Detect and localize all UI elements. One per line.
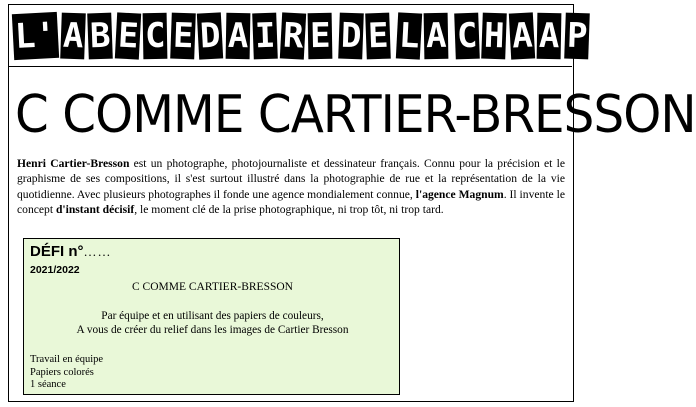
challenge-box <box>23 238 400 395</box>
challenge-meta-duration: 1 séance <box>30 379 66 391</box>
header-title <box>13 11 588 61</box>
intro-name: Henri Cartier-Bresson <box>17 157 130 170</box>
worksheet <box>8 4 696 402</box>
challenge-instructions <box>24 309 401 337</box>
challenge-instruction-line-1: Par équipe et en utilisant des papiers de couleurs, <box>101 310 324 322</box>
challenge-meta <box>30 354 103 392</box>
challenge-label: DÉFI n° <box>30 243 84 260</box>
header-title-letter: E <box>170 13 196 60</box>
header-title-letter: B <box>88 13 114 60</box>
header-title-letter: L' <box>12 12 59 60</box>
header-title-letter: C <box>454 13 480 60</box>
header-title-letter: A <box>424 13 449 59</box>
main-title: C COMME CARTIER-BRESSON <box>15 85 696 145</box>
header-title-letter: E <box>115 12 142 59</box>
challenge-year: 2021/2022 <box>30 264 80 276</box>
header-title-letter: E <box>365 13 391 60</box>
intro-concept: d'instant décisif <box>55 203 135 217</box>
header-title-letter: C <box>143 13 168 59</box>
header-title-letter: L <box>396 12 423 59</box>
header-title-letter: D <box>338 13 364 60</box>
header-title-letter: I <box>253 13 279 60</box>
intro-text-2: . Il invente le concept <box>17 187 565 217</box>
challenge-instruction-line-2: A vous de créer du relief dans les images de Cartier Bresson <box>76 324 349 336</box>
header-title-letter: P <box>564 13 590 60</box>
challenge-meta-teamwork: Travail en équipe <box>30 354 104 365</box>
intro-text-1: est un photographe, photojournaliste et dessinateur français. Connu pour la précision et le graphisme de ses compositions, il s'est surtout illustré dans la photographie de rue et la représentation de la vie quotidienne. Avec plusieurs photographes il fonde une agence mondialement connue, <box>17 157 565 201</box>
header-title-letter: A <box>60 13 86 60</box>
challenge-heading <box>30 243 112 260</box>
header-title-letter: H <box>481 13 507 60</box>
header-band <box>9 5 588 67</box>
header-title-letter: A <box>537 13 562 59</box>
header-title-letter: E <box>308 13 333 59</box>
header-title-letter: R <box>280 12 307 59</box>
header-title-letter: A <box>225 13 250 59</box>
challenge-meta-materials: Papiers colorés <box>30 366 94 378</box>
header-title-letter: A <box>509 12 536 59</box>
challenge-title: C COMME CARTIER-BRESSON <box>132 281 293 293</box>
header-title-letter: D <box>197 12 224 59</box>
intro-paragraph <box>17 156 565 218</box>
intro-text-3: , le moment clé de la prise photographique, ni trop tôt, ni trop tard. <box>134 203 444 217</box>
intro-agency: l'agence Magnum <box>415 187 504 201</box>
challenge-number-dots: …… <box>83 244 112 259</box>
